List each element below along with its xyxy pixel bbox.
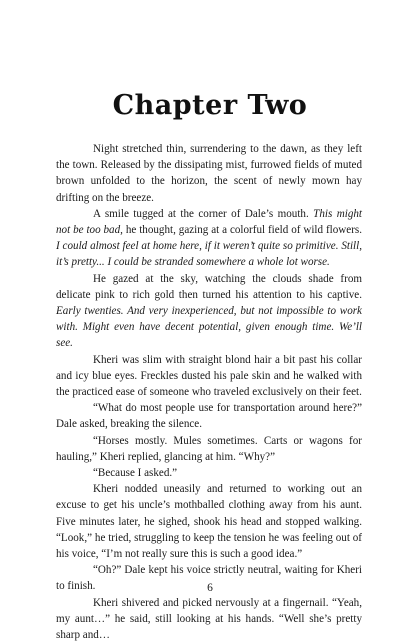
- text-run: “Horses mostly. Mules sometimes. Carts or wagons for hauling,” Kheri replied, glancing at him. “Why?”: [56, 434, 362, 463]
- text-run: Kheri nodded uneasily and returned to working out an excuse to get his uncle’s mothballed clothing away from his aunt. Five minutes later, he sighed, shook his head and stopped walking. “Look,” he tried, struggling to keep the tension he was feeling out of his voice, “I’m not really sure this is such a good idea.”: [56, 483, 362, 561]
- text-run: Night stretched thin, surrendering to the dawn, as they left the town. Released by the dissipating mist, furrowed fields of muted brown unfolded to the horizon, the scent of newly mown hay drifting on the breeze.: [56, 143, 362, 204]
- paragraph: [56, 595, 362, 643]
- text-run: “Because I asked.”: [93, 467, 178, 480]
- paragraph: [56, 141, 362, 206]
- text-run: Kheri shivered and picked nervously at a fingernail. “Yeah, my aunt…” he said, still looking at his hands. “Well she’s pretty sharp and…: [56, 596, 362, 642]
- paragraph: [56, 271, 362, 352]
- text-run: he thought, gazing at a colorful field of wild flowers.: [122, 224, 362, 237]
- paragraph: [56, 481, 362, 562]
- text-run: A smile tugged at the corner of Dale’s mouth.: [93, 207, 314, 220]
- paragraph: [56, 352, 362, 401]
- text-run: “What do most people use for transportation around here?” Dale asked, breaking the silence.: [56, 402, 362, 431]
- chapter-title: Chapter Two: [112, 90, 308, 121]
- text-run: Kheri was slim with straight blond hair a bit past his collar and icy blue eyes. Freckles dusted his pale skin and he walked with the practiced ease of someone who traveled exclusively on their feet.: [56, 353, 362, 399]
- paragraph: [56, 433, 362, 465]
- italic-thought: I could almost feel at home here, if it weren’t quite so primitive. Still, it’s pretty... I could be stranded somewhere a whole lot worse.: [56, 240, 362, 269]
- italic-thought: Early twenties. And very inexperienced, but not impossible to work with. Might even have decent potential, given enough time. We’ll see.: [56, 305, 362, 350]
- page-number: 6: [207, 582, 213, 594]
- text-run: “Oh?” Dale kept his voice strictly neutral, waiting for Kheri to finish.: [56, 564, 362, 593]
- chapter-body: [56, 141, 362, 643]
- text-run: He gazed at the sky, watching the clouds shade from delicate pink to rich gold then turned his attention to his captive.: [56, 272, 362, 301]
- paragraph: [56, 400, 362, 432]
- paragraph: [56, 465, 362, 481]
- italic-thought: This might not be too bad,: [56, 207, 362, 237]
- paragraph: [56, 206, 362, 271]
